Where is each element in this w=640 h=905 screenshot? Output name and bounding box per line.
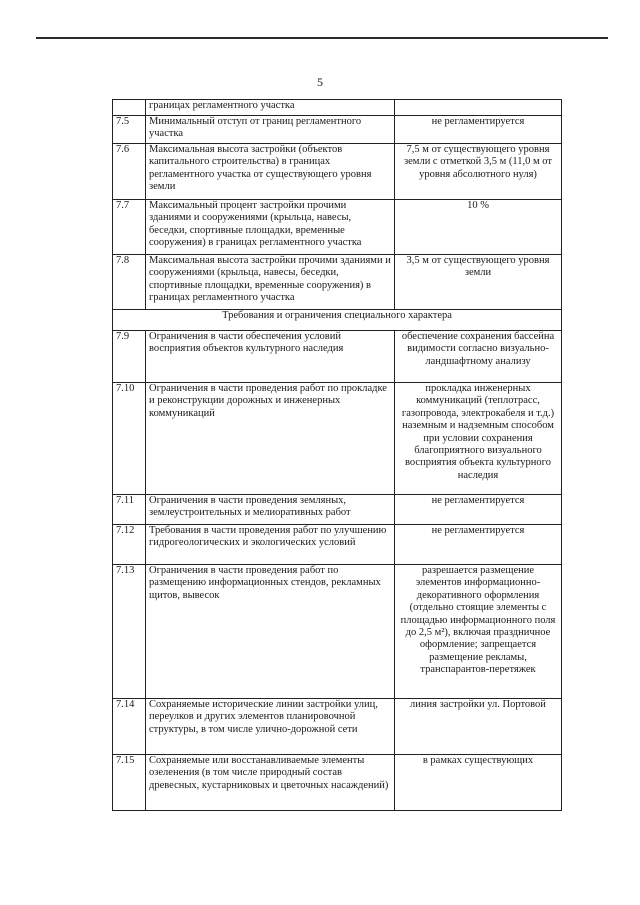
table-row [113, 495, 562, 525]
row-value: в рамках существующих [395, 755, 562, 811]
row-description: Минимальный отступ от границ регламентного участка [146, 116, 395, 144]
section-row [113, 310, 562, 331]
row-number: 7.6 [113, 144, 146, 200]
row-value: линия застройки ул. Портовой [395, 699, 562, 755]
row-number [113, 100, 146, 116]
row-value: прокладка инженерных коммуникаций (теплотрасс, газопровода, электрокабеля и т.д.) наземным и надземным способом при условии сохранения благоприятного визуального восприятия объекта культурного наследия [395, 383, 562, 495]
row-number: 7.13 [113, 565, 146, 699]
page-number: 5 [317, 75, 323, 89]
row-value: не регламентируется [395, 495, 562, 525]
row-description: Сохраняемые исторические линии застройки улиц, переулков и других элементов планировочной структуры, в том числе улично-дорожной сети [146, 699, 395, 755]
row-number: 7.15 [113, 755, 146, 811]
table-row [113, 565, 562, 699]
row-value [395, 100, 562, 116]
row-value: 3,5 м от существующего уровня земли [395, 255, 562, 310]
row-description: границах регламентного участка [146, 100, 395, 116]
row-number: 7.11 [113, 495, 146, 525]
section-title: Требования и ограничения специального характера [113, 310, 562, 331]
table-row [113, 255, 562, 310]
row-number: 7.7 [113, 200, 146, 255]
row-description: Ограничения в части обеспечения условий восприятия объектов культурного наследия [146, 331, 395, 383]
table-row [113, 116, 562, 144]
row-value: обеспечение сохранения бассейна видимости согласно визуально-ландшафтному анализу [395, 331, 562, 383]
row-value: 10 % [395, 200, 562, 255]
table-row [113, 200, 562, 255]
table-row [113, 525, 562, 565]
row-description: Сохраняемые или восстанавливаемые элементы озеленения (в том числе природный состав древесных, кустарниковых и цветочных насаждений) [146, 755, 395, 811]
row-value: разрешается размещение элементов информационно-декоративного оформления (отдельно стоящие элементы с площадью информационного поля до 2,5 м²), включая праздничное оформление; запрещается размещение рекламы, транспарантов-перетяжек [395, 565, 562, 699]
regulations-table [112, 99, 562, 811]
row-description: Максимальная высота застройки (объектов капитального строительства) в границах регламентного участка от существующего уровня земли [146, 144, 395, 200]
table-row [113, 331, 562, 383]
table-row [113, 383, 562, 495]
row-description: Ограничения в части проведения работ по размещению информационных стендов, рекламных щитов, вывесок [146, 565, 395, 699]
row-description: Максимальный процент застройки прочими зданиями и сооружениями (крыльца, навесы, беседки, спортивные площадки, временные сооружения) в границах регламентного участка [146, 200, 395, 255]
row-number: 7.5 [113, 116, 146, 144]
row-value: не регламентируется [395, 525, 562, 565]
table-row [113, 699, 562, 755]
row-description: Максимальная высота застройки прочими зданиями и сооружениями (крыльца, навесы, беседки, спортивные площадки, временные сооружения) в границах регламентного участка [146, 255, 395, 310]
row-description: Ограничения в части проведения работ по прокладке и реконструкции дорожных и инженерных коммуникаций [146, 383, 395, 495]
table-row [113, 144, 562, 200]
table-row [113, 755, 562, 811]
row-description: Требования в части проведения работ по улучшению гидрогеологических и экологических условий [146, 525, 395, 565]
row-description: Ограничения в части проведения земляных, землеустроительных и мелиоративных работ [146, 495, 395, 525]
row-number: 7.12 [113, 525, 146, 565]
row-number: 7.8 [113, 255, 146, 310]
row-number: 7.10 [113, 383, 146, 495]
table-row [113, 100, 562, 116]
row-number: 7.9 [113, 331, 146, 383]
header-rule [36, 37, 608, 39]
row-number: 7.14 [113, 699, 146, 755]
row-value: 7,5 м от существующего уровня земли с отметкой 3,5 м (11,0 м от уровня абсолютного нуля) [395, 144, 562, 200]
row-value: не регламентируется [395, 116, 562, 144]
